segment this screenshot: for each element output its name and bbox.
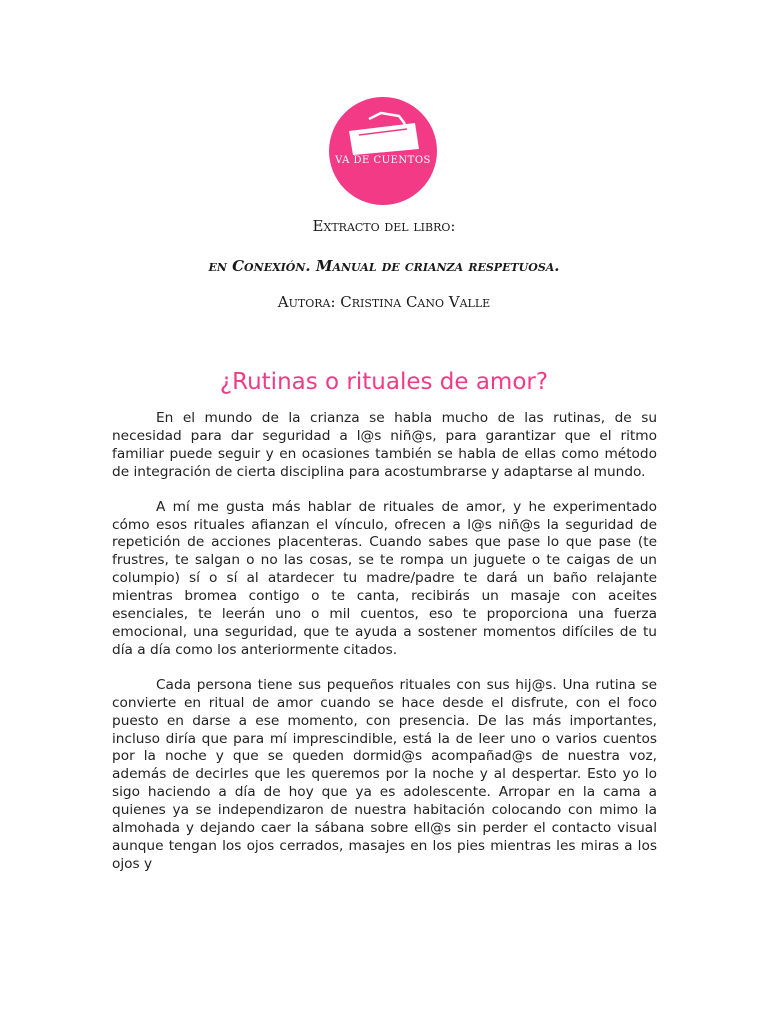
logo-text: VA DE CUENTOS [335,155,431,166]
article-body [112,410,657,891]
excerpt-label: Extracto del libro: [312,217,456,235]
book-title: en Conexión. Manual de crianza respetuosa. [208,257,560,275]
author-line: Autora: Cristina Cano Valle [277,293,491,311]
paragraph: Cada persona tiene sus pequeños rituales con sus hij@s. Una rutina se convierte en ritual de amor cuando se hace desde el disfrute, con el foco puesto en darse a ese momento, con presencia. De las más importantes, incluso diría que para mí imprescindible, está la de leer uno o varios cuentos por la noche y que se queden dormid@s acompañad@s de nuestra voz, además de decirles que les queremos por la noche y al despertar. Esto yo lo sigo haciendo a día de hoy que ya es adolescente. Arropar en la cama a quienes ya se independizaron de nuestra habitación colocando con mimo la almohada y dejando caer la sábana sobre ell@s sin perder el contacto visual aunque tengan los ojos cerrados, masajes en los pies mientras les miras a los ojos y [112,676,657,872]
article-title: ¿Rutinas o rituales de amor? [219,369,549,395]
suitcase-icon [329,97,437,205]
paragraph: En el mundo de la crianza se habla mucho de las rutinas, de su necesidad para dar seguridad a l@s niñ@s, para garantizar que el ritmo familiar puede seguir y en ocasiones también se habla de ellas como método de integración de cierta disciplina para acostumbrarse y adaptarse al mundo. [112,410,657,480]
paragraph: A mí me gusta más hablar de rituales de amor, y he experimentado cómo esos rituales afianzan el vínculo, ofrecen a l@s niñ@s la seguridad de repetición de acciones placenteras. Cuando sabes que pase lo que pase (te frustres, te salgan o no las cosas, se te rompa un juguete o te caigas de un columpio) sí o sí al atardecer tu madre/padre te dará un baño relajante mientras bromea contigo o te canta, recibirás un masaje con aceites esenciales, te leerán uno o mil cuentos, eso te proporciona una fuerza emocional, una seguridad, que te ayuda a sostener momentos difíciles de tu día a día como los anteriormente citados. [112,498,657,658]
va-de-cuentos-logo [329,97,437,205]
